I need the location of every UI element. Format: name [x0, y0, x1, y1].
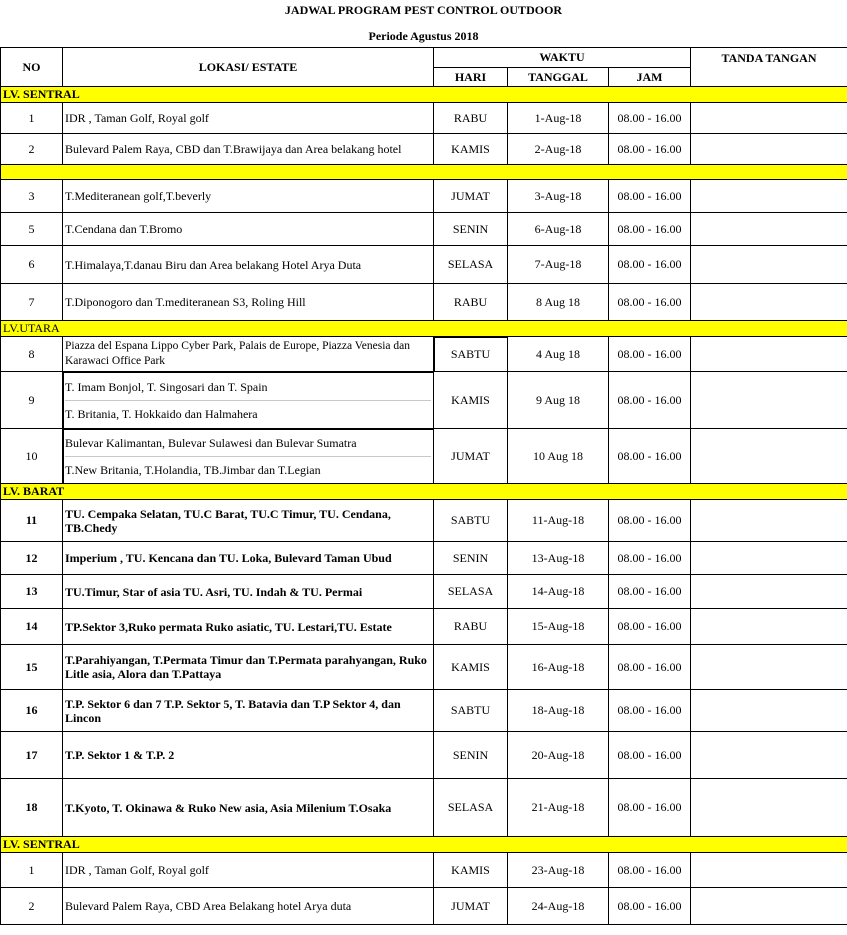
row-hari: RABU — [434, 103, 508, 134]
row-signature — [691, 732, 847, 779]
row-no: 5 — [1, 213, 63, 246]
row-tanggal: 20-Aug-18 — [508, 732, 609, 779]
row-lokasi: T.Parahiyangan, T.Permata Timur dan T.Permata parahyangan, Ruko Litle asia, Alora dan T.Pattaya — [63, 645, 434, 690]
table-row — [1, 853, 847, 888]
row-no: 15 — [1, 645, 63, 690]
row-tanggal: 9 Aug 18 — [508, 372, 609, 429]
row-lokasi-line: T. Britania, T. Hokkaido dan Halmahera — [65, 406, 258, 421]
row-lokasi: TP.Sektor 3,Ruko permata Ruko asiatic, TU. Lestari,TU. Estate — [63, 609, 434, 645]
header-hari: HARI — [434, 68, 508, 87]
row-jam: 08.00 - 16.00 — [609, 542, 691, 575]
row-jam: 08.00 - 16.00 — [609, 372, 691, 429]
row-hari: JUMAT — [434, 429, 508, 484]
row-tanggal: 16-Aug-18 — [508, 645, 609, 690]
table-row — [1, 337, 847, 372]
row-no: 17 — [1, 732, 63, 779]
row-lokasi: Piazza del Espana Lippo Cyber Park, Palais de Europe, Piazza Venesia dan Karawaci Office Park — [63, 337, 434, 372]
section-row — [1, 87, 847, 103]
row-no: 3 — [1, 180, 63, 213]
row-tanggal: 10 Aug 18 — [508, 429, 609, 484]
row-hari: SENIN — [434, 542, 508, 575]
section-row — [1, 321, 847, 337]
row-lokasi: T.Kyoto, T. Okinawa & Ruko New asia, Asia Milenium T.Osaka — [63, 779, 434, 837]
row-no: 12 — [1, 542, 63, 575]
row-signature — [691, 246, 847, 284]
row-no: 11 — [1, 500, 63, 542]
table-row — [1, 500, 847, 542]
row-signature — [691, 372, 847, 429]
row-signature — [691, 337, 847, 372]
table-row — [1, 429, 847, 484]
row-signature — [691, 853, 847, 888]
table-row — [1, 732, 847, 779]
row-tanggal: 1-Aug-18 — [508, 103, 609, 134]
row-lokasi: T.P. Sektor 6 dan 7 T.P. Sektor 5, T. Batavia dan T.P Sektor 4, dan Lincon — [63, 690, 434, 732]
row-jam: 08.00 - 16.00 — [609, 429, 691, 484]
row-jam: 08.00 - 16.00 — [609, 853, 691, 888]
row-hari: SELASA — [434, 779, 508, 837]
row-no: 8 — [1, 337, 63, 372]
row-jam: 08.00 - 16.00 — [609, 645, 691, 690]
row-tanggal: 18-Aug-18 — [508, 690, 609, 732]
header-no: NO — [1, 48, 63, 87]
row-tanggal: 3-Aug-18 — [508, 180, 609, 213]
row-lokasi: TU.Timur, Star of asia TU. Asri, TU. Indah & TU. Permai — [63, 575, 434, 609]
row-jam: 08.00 - 16.00 — [609, 103, 691, 134]
row-signature — [691, 284, 847, 321]
row-signature — [691, 103, 847, 134]
row-tanggal: 6-Aug-18 — [508, 213, 609, 246]
row-hari: SABTU — [434, 500, 508, 542]
row-lokasi — [63, 372, 434, 429]
row-signature — [691, 645, 847, 690]
row-signature — [691, 690, 847, 732]
row-hari: SABTU — [434, 337, 508, 372]
row-no: 13 — [1, 575, 63, 609]
row-hari: RABU — [434, 284, 508, 321]
header-waktu: WAKTU — [434, 48, 691, 68]
table-row — [1, 180, 847, 213]
row-no: 2 — [1, 134, 63, 165]
row-no: 10 — [1, 429, 63, 484]
header-row — [1, 48, 847, 68]
row-no: 2 — [1, 888, 63, 925]
row-jam: 08.00 - 16.00 — [609, 690, 691, 732]
section-label: LV. SENTRAL — [1, 837, 847, 853]
row-tanggal: 7-Aug-18 — [508, 246, 609, 284]
row-hari: JUMAT — [434, 180, 508, 213]
header-lokasi: LOKASI/ ESTATE — [63, 48, 434, 87]
row-hari: SABTU — [434, 690, 508, 732]
row-jam: 08.00 - 16.00 — [609, 213, 691, 246]
row-no: 1 — [1, 103, 63, 134]
row-no: 16 — [1, 690, 63, 732]
row-hari: KAMIS — [434, 645, 508, 690]
document-title: JADWAL PROGRAM PEST CONTROL OUTDOOR — [284, 3, 563, 17]
header-jam: JAM — [609, 68, 691, 87]
row-signature — [691, 213, 847, 246]
row-lokasi: T.Diponogoro dan T.mediteranean S3, Roling Hill — [63, 284, 434, 321]
row-tanggal: 15-Aug-18 — [508, 609, 609, 645]
table-row — [1, 609, 847, 645]
row-tanggal: 23-Aug-18 — [508, 853, 609, 888]
section-label — [1, 165, 847, 180]
header-tanggal: TANGGAL — [508, 68, 609, 87]
row-hari: SENIN — [434, 732, 508, 779]
row-hari: RABU — [434, 609, 508, 645]
row-jam: 08.00 - 16.00 — [609, 500, 691, 542]
row-jam: 08.00 - 16.00 — [609, 246, 691, 284]
row-lokasi: Bulevard Palem Raya, CBD Area Belakang hotel Arya duta — [63, 888, 434, 925]
row-no: 14 — [1, 609, 63, 645]
row-lokasi: T.Mediteranean golf,T.beverly — [63, 180, 434, 213]
row-jam: 08.00 - 16.00 — [609, 575, 691, 609]
row-tanggal: 11-Aug-18 — [508, 500, 609, 542]
row-hari: KAMIS — [434, 134, 508, 165]
table-row — [1, 779, 847, 837]
section-row — [1, 837, 847, 853]
row-lokasi: T.Cendana dan T.Bromo — [63, 213, 434, 246]
table-row — [1, 246, 847, 284]
row-no: 9 — [1, 372, 63, 429]
table-row — [1, 888, 847, 925]
row-signature — [691, 180, 847, 213]
section-label: LV.UTARA — [1, 321, 847, 337]
table-row — [1, 645, 847, 690]
table-row — [1, 134, 847, 165]
row-signature — [691, 500, 847, 542]
table-row — [1, 213, 847, 246]
row-lokasi: Imperium , TU. Kencana dan TU. Loka, Bulevard Taman Ubud — [63, 542, 434, 575]
row-tanggal: 2-Aug-18 — [508, 134, 609, 165]
row-tanggal: 14-Aug-18 — [508, 575, 609, 609]
row-hari: SELASA — [434, 575, 508, 609]
section-row — [1, 165, 847, 180]
table-row — [1, 542, 847, 575]
row-tanggal: 21-Aug-18 — [508, 779, 609, 837]
table-row — [1, 372, 847, 429]
row-no: 7 — [1, 284, 63, 321]
row-no: 18 — [1, 779, 63, 837]
period-subtitle: Periode Agustus 2018 — [368, 29, 479, 43]
row-signature — [691, 609, 847, 645]
row-signature — [691, 429, 847, 484]
row-jam: 08.00 - 16.00 — [609, 609, 691, 645]
row-tanggal: 24-Aug-18 — [508, 888, 609, 925]
row-jam: 08.00 - 16.00 — [609, 284, 691, 321]
schedule-table — [0, 47, 847, 925]
row-jam: 08.00 - 16.00 — [609, 134, 691, 165]
row-signature — [691, 134, 847, 165]
table-row — [1, 575, 847, 609]
row-lokasi: TU. Cempaka Selatan, TU.C Barat, TU.C Timur, TU. Cendana, TB.Chedy — [63, 500, 434, 542]
row-lokasi: IDR , Taman Golf, Royal golf — [63, 853, 434, 888]
row-no: 6 — [1, 246, 63, 284]
table-row — [1, 103, 847, 134]
row-signature — [691, 779, 847, 837]
table-row — [1, 690, 847, 732]
header-tanda-tangan: TANDA TANGAN — [691, 48, 847, 87]
row-jam: 08.00 - 16.00 — [609, 732, 691, 779]
row-lokasi-line: Bulevar Kalimantan, Bulevar Sulawesi dan Bulevar Sumatra — [65, 436, 431, 457]
row-lokasi-line: T.New Britania, T.Holandia, TB.Jimbar dan T.Legian — [65, 462, 321, 477]
row-tanggal: 8 Aug 18 — [508, 284, 609, 321]
section-row — [1, 484, 847, 500]
row-jam: 08.00 - 16.00 — [609, 337, 691, 372]
row-lokasi: T.Himalaya,T.danau Biru dan Area belakang Hotel Arya Duta — [63, 246, 434, 284]
row-jam: 08.00 - 16.00 — [609, 888, 691, 925]
row-jam: 08.00 - 16.00 — [609, 779, 691, 837]
row-no: 1 — [1, 853, 63, 888]
row-lokasi: T.P. Sektor 1 & T.P. 2 — [63, 732, 434, 779]
row-hari: SELASA — [434, 246, 508, 284]
row-lokasi-line: T. Imam Bonjol, T. Singosari dan T. Spain — [65, 380, 431, 401]
row-hari: JUMAT — [434, 888, 508, 925]
row-hari: KAMIS — [434, 372, 508, 429]
section-label: LV. SENTRAL — [1, 87, 847, 103]
row-lokasi: IDR , Taman Golf, Royal golf — [63, 103, 434, 134]
table-row — [1, 284, 847, 321]
row-hari: SENIN — [434, 213, 508, 246]
row-tanggal: 4 Aug 18 — [508, 337, 609, 372]
row-signature — [691, 542, 847, 575]
row-signature — [691, 888, 847, 925]
row-hari: KAMIS — [434, 853, 508, 888]
section-label: LV. BARAT — [1, 484, 847, 500]
row-signature — [691, 575, 847, 609]
row-lokasi — [63, 429, 434, 484]
row-tanggal: 13-Aug-18 — [508, 542, 609, 575]
row-jam: 08.00 - 16.00 — [609, 180, 691, 213]
row-lokasi: Bulevard Palem Raya, CBD dan T.Brawijaya dan Area belakang hotel — [63, 134, 434, 165]
